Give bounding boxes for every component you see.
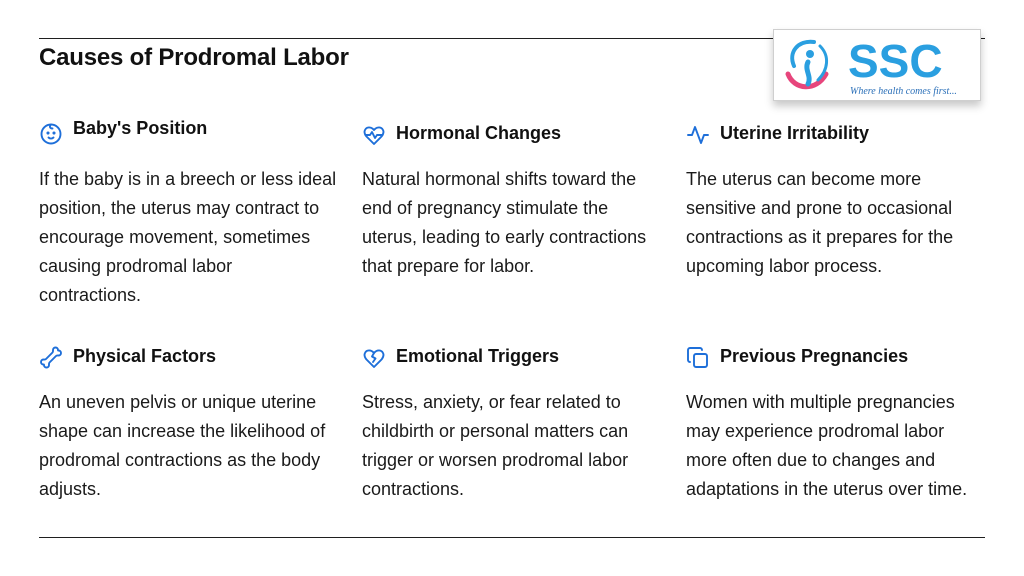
card-title: Baby's Position (73, 118, 208, 138)
card-title: Previous Pregnancies (720, 346, 909, 366)
card-title: Emotional Triggers (396, 346, 560, 366)
card-emotional-triggers (362, 346, 662, 504)
logo-text: SSC (848, 35, 943, 87)
card-babys-position (39, 118, 339, 310)
activity-icon (686, 123, 710, 147)
card-description: Natural hormonal shifts toward the end of pregnancy stimulate the uterus, leading to early contractions that prepare for labor. (362, 169, 647, 276)
slide-title: Causes of Prodromal Labor (39, 44, 349, 71)
card-description: Stress, anxiety, or fear related to childbirth or personal matters can trigger or worsen prodromal labor contractions. (362, 392, 629, 499)
card-previous-pregnancies (686, 346, 986, 504)
card-uterine-irritability (686, 123, 986, 281)
heart-pulse-icon (362, 123, 386, 147)
ssc-logo (773, 29, 981, 101)
card-title: Uterine Irritability (720, 123, 870, 143)
broken-heart-icon (362, 346, 386, 370)
card-description: Women with multiple pregnancies may experience prodromal labor more often due to changes and adaptations in the uterus over time. (686, 392, 968, 499)
bone-icon (39, 346, 63, 370)
card-title: Physical Factors (73, 346, 217, 366)
card-description: An uneven pelvis or unique uterine shape can increase the likelihood of prodromal contractions as the body adjusts. (39, 392, 326, 499)
card-description: The uterus can become more sensitive and prone to occasional contractions as it prepares for the upcoming labor process. (686, 169, 954, 276)
card-hormonal-changes (362, 123, 662, 281)
card-physical-factors (39, 346, 339, 504)
card-title: Hormonal Changes (396, 123, 562, 143)
baby-face-icon (39, 122, 63, 146)
bottom-divider (39, 537, 985, 538)
card-description: If the baby is in a breech or less ideal position, the uterus may contract to encourage movement, sometimes causing prodromal labor contractions. (39, 169, 337, 305)
copy-icon (686, 346, 710, 370)
logo-tagline: Where health comes first... (850, 86, 957, 97)
